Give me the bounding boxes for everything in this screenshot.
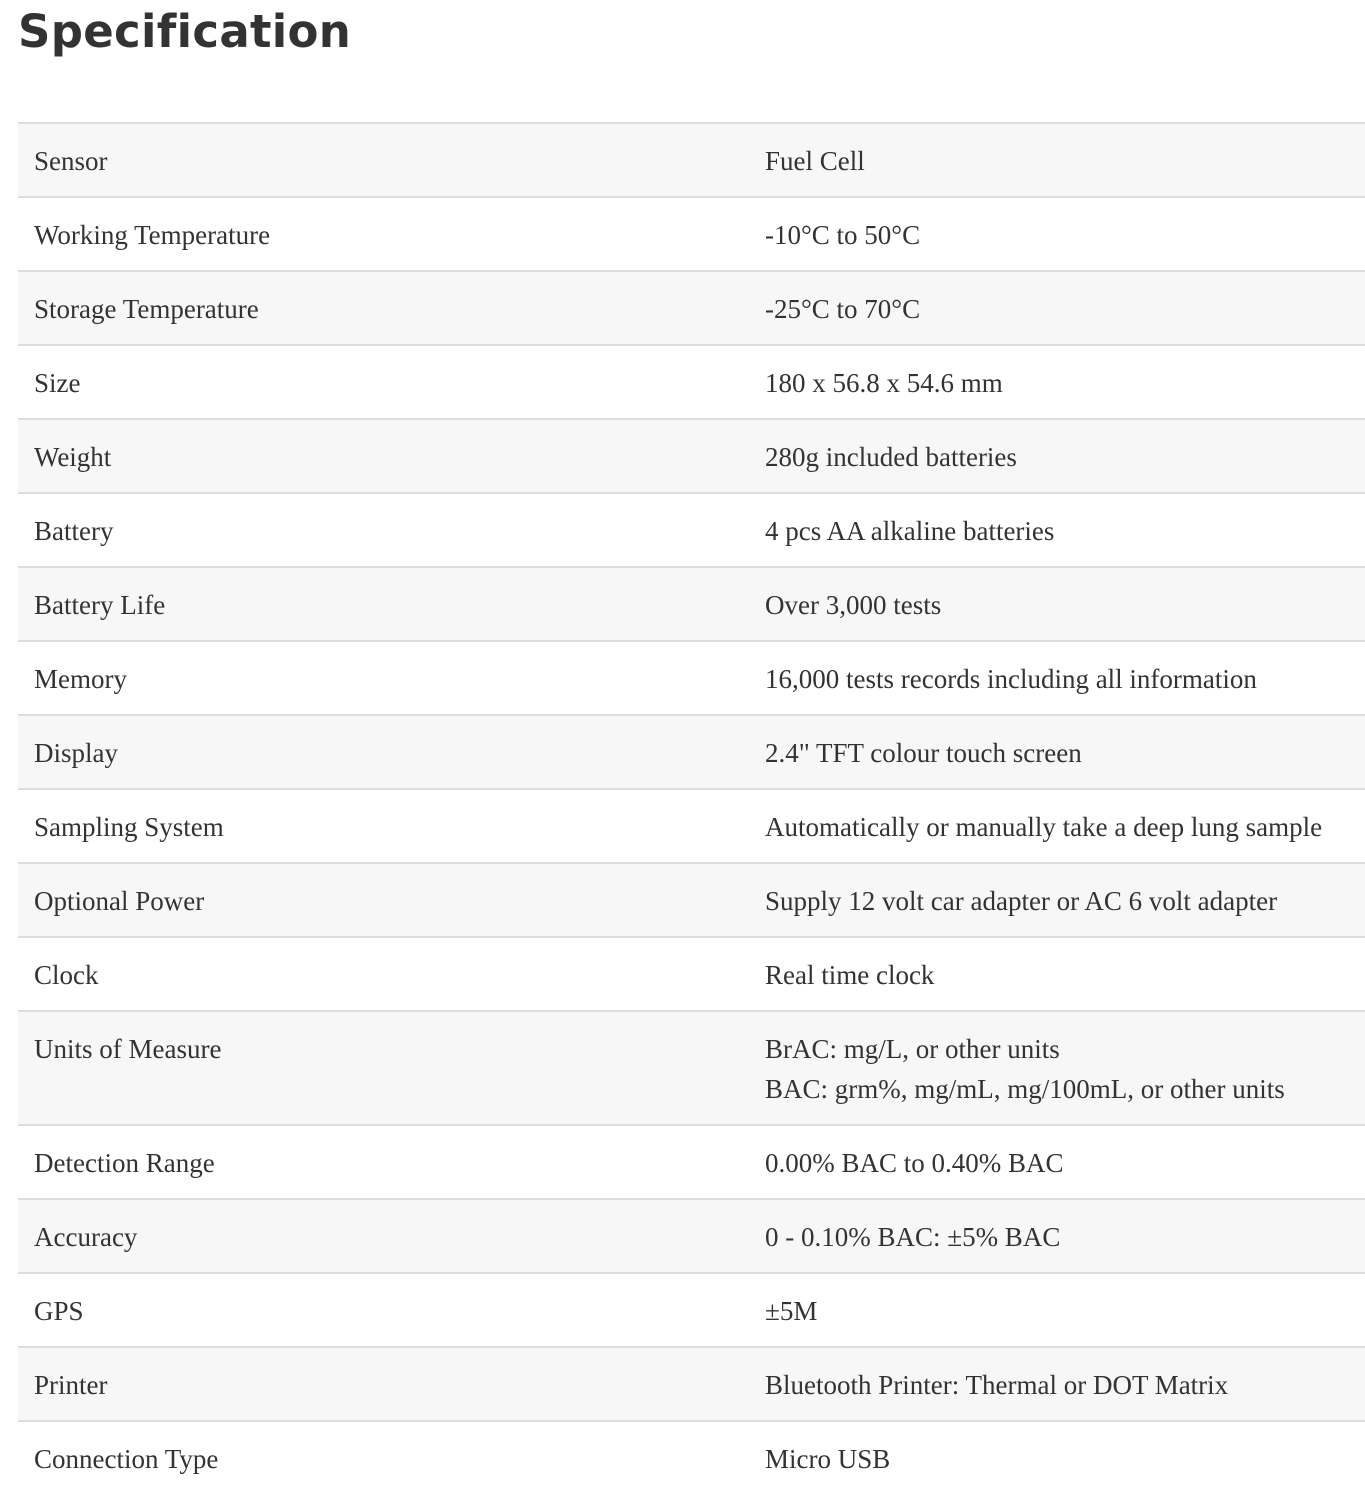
spec-label: Detection Range <box>34 1148 215 1178</box>
spec-value: Automatically or manually take a deep lung sample <box>765 812 1323 842</box>
table-row <box>18 641 1365 715</box>
spec-value: Bluetooth Printer: Thermal or DOT Matrix <box>765 1370 1229 1400</box>
page-title: Specification <box>18 5 352 58</box>
spec-label: Optional Power <box>34 886 205 916</box>
spec-value: Real time clock <box>765 960 935 990</box>
spec-label: Sampling System <box>34 812 224 842</box>
spec-value-cell <box>749 419 1365 493</box>
spec-value-cell <box>749 567 1365 641</box>
spec-label: Memory <box>34 664 127 694</box>
spec-value-cell <box>749 1199 1365 1273</box>
spec-value: 0.00% BAC to 0.40% BAC <box>765 1148 1064 1178</box>
table-row <box>18 123 1365 197</box>
spec-value-cell <box>749 197 1365 271</box>
spec-value: Fuel Cell <box>765 146 865 176</box>
spec-value-cell <box>749 1421 1365 1494</box>
spec-label: Display <box>34 738 118 768</box>
spec-value: 4 pcs AA alkaline batteries <box>765 516 1055 546</box>
table-row <box>18 937 1365 1011</box>
table-row <box>18 715 1365 789</box>
spec-value-cell <box>749 1273 1365 1347</box>
spec-value-cell <box>749 863 1365 937</box>
spec-value: 280g included batteries <box>765 442 1017 472</box>
spec-value-cell <box>749 345 1365 419</box>
spec-value: Micro USB <box>765 1444 891 1474</box>
table-row <box>18 1347 1365 1421</box>
spec-label: Connection Type <box>34 1444 219 1474</box>
spec-value: 0 - 0.10% BAC: ±5% BAC <box>765 1222 1061 1252</box>
spec-value: ±5M <box>765 1296 818 1326</box>
spec-value: BrAC: mg/L, or other units <box>765 1034 1060 1064</box>
table-row <box>18 1273 1365 1347</box>
table-row <box>18 1421 1365 1494</box>
table-row <box>18 1011 1365 1125</box>
table-row <box>18 567 1365 641</box>
table-row <box>18 197 1365 271</box>
spec-value-cell <box>749 937 1365 1011</box>
spec-value: BAC: grm%, mg/mL, mg/100mL, or other units <box>765 1074 1285 1104</box>
specification-table <box>18 122 1365 1494</box>
spec-label: Accuracy <box>34 1222 138 1252</box>
spec-label: Battery Life <box>34 590 166 620</box>
spec-label: Working Temperature <box>34 220 271 250</box>
spec-value-cell <box>749 123 1365 197</box>
table-row <box>18 863 1365 937</box>
specification-table-body <box>18 123 1365 1494</box>
spec-value-cell <box>749 1011 1365 1125</box>
spec-label: Printer <box>34 1370 108 1400</box>
spec-value-cell <box>749 715 1365 789</box>
spec-label: Units of Measure <box>34 1034 222 1064</box>
spec-value: 180 x 56.8 x 54.6 mm <box>765 368 1003 398</box>
spec-value-cell <box>749 493 1365 567</box>
spec-label: GPS <box>34 1296 84 1326</box>
spec-value-cell <box>749 641 1365 715</box>
table-row <box>18 345 1365 419</box>
table-row <box>18 493 1365 567</box>
spec-label: Sensor <box>34 146 108 176</box>
table-row <box>18 1125 1365 1199</box>
spec-value-cell <box>749 1125 1365 1199</box>
spec-value: 2.4" TFT colour touch screen <box>765 738 1082 768</box>
spec-value-cell <box>749 271 1365 345</box>
spec-label: Weight <box>34 442 112 472</box>
spec-label: Size <box>34 368 81 398</box>
spec-value-cell <box>749 1347 1365 1421</box>
table-row <box>18 789 1365 863</box>
table-row <box>18 419 1365 493</box>
spec-value: 16,000 tests records including all information <box>765 664 1257 694</box>
spec-label: Storage Temperature <box>34 294 259 324</box>
spec-value: -25°C to 70°C <box>765 294 921 324</box>
spec-value: Supply 12 volt car adapter or AC 6 volt adapter <box>765 886 1278 916</box>
spec-label: Clock <box>34 960 99 990</box>
spec-value-cell <box>749 789 1365 863</box>
spec-label: Battery <box>34 516 114 546</box>
spec-value: Over 3,000 tests <box>765 590 942 620</box>
table-row <box>18 271 1365 345</box>
spec-value: -10°C to 50°C <box>765 220 921 250</box>
table-row <box>18 1199 1365 1273</box>
